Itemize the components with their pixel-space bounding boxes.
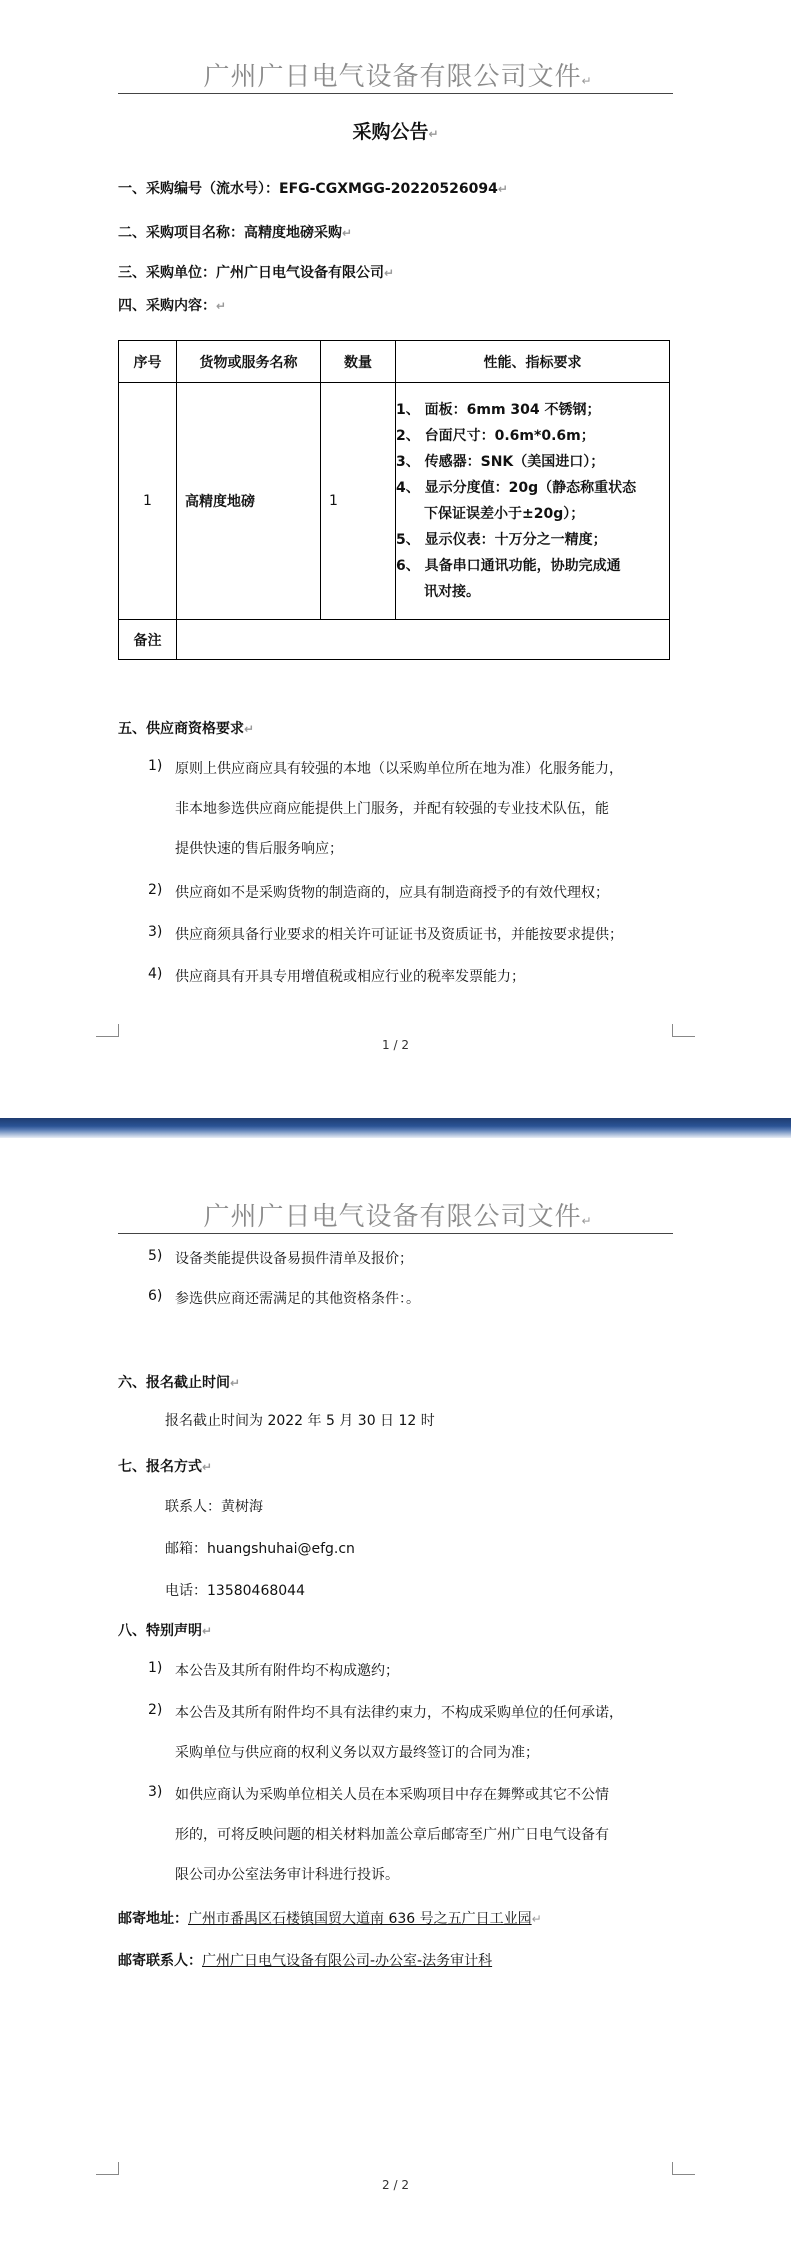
page-corner-mark — [96, 2162, 119, 2175]
table-header-row — [119, 341, 670, 383]
document-page-2 — [0, 1138, 791, 2258]
th-index: 序号 — [119, 341, 177, 383]
header-rule — [118, 1233, 673, 1234]
contact-phone: 电话：13580468044 — [165, 1583, 305, 1599]
spec-line: 5、 显示仪表：十万分之一精度； — [396, 532, 607, 548]
page-corner-mark — [672, 1024, 695, 1037]
list-item-line: 如供应商认为采购单位相关人员在本采购项目中存在舞弊或其它不公情 — [175, 1787, 609, 1803]
page-corner-mark — [672, 2162, 695, 2175]
header-rule — [118, 93, 673, 94]
list-item-line: 采购单位与供应商的权利义务以双方最终签订的合同为准； — [175, 1745, 539, 1761]
spec-line: 3、 传感器：SNK（美国进口）； — [396, 454, 605, 470]
spec-line: 1、 面板：6mm 304 不锈钢； — [396, 402, 601, 418]
mailing-address: 邮寄地址：广州市番禺区石楼镇国贸大道南 636 号之五广日工业园↵ — [118, 1911, 542, 1927]
spec-line: 讯对接。 — [424, 584, 480, 600]
list-item-line: 本公告及其所有附件均不构成邀约； — [175, 1663, 399, 1679]
list-item-line: 供应商须具备行业要求的相关许可证证书及资质证书，并能按要求提供； — [175, 927, 623, 943]
list-number: 5) — [148, 1248, 163, 1264]
procurement-number: 一、采购编号（流水号）：EFG-CGXMGG-20220526094↵ — [118, 181, 508, 197]
page-number: 1 / 2 — [382, 1038, 409, 1052]
table-remark-row — [119, 620, 670, 660]
contact-person: 联系人：黄树海 — [165, 1499, 263, 1515]
spec-line: 6、 具备串口通讯功能，协助完成通 — [396, 558, 621, 574]
list-item-line: 供应商如不是采购货物的制造商的，应具有制造商授予的有效代理权； — [175, 885, 609, 901]
section-7-title: 七、报名方式↵ — [118, 1459, 213, 1475]
th-quantity: 数量 — [321, 341, 396, 383]
spec-line: 下保证误差小于±20g）； — [424, 506, 585, 522]
page-number: 2 / 2 — [382, 2178, 409, 2192]
page-separator — [0, 1118, 791, 1138]
list-number: 2) — [148, 1702, 163, 1718]
list-item-line: 本公告及其所有附件均不具有法律约束力，不构成采购单位的任何承诺， — [175, 1705, 623, 1721]
list-item-line: 提供快速的售后服务响应； — [175, 841, 343, 857]
cell-goods-name: 高精度地磅 — [177, 383, 321, 620]
section-6-title: 六、报名截止时间↵ — [118, 1375, 241, 1391]
remark-label: 备注 — [119, 620, 177, 660]
page-header: 广州广日电气设备有限公司文件↵ — [203, 1202, 593, 1232]
document-page-1 — [0, 0, 791, 1118]
list-number: 2) — [148, 882, 163, 898]
spec-line: 4、 显示分度值：20g（静态称重状态 — [396, 480, 637, 496]
section-8-title: 八、特别声明↵ — [118, 1623, 213, 1639]
list-item-line: 非本地参选供应商应能提供上门服务，并配有较强的专业技术队伍，能 — [175, 801, 609, 817]
list-item-line: 参选供应商还需满足的其他资格条件：。 — [175, 1291, 420, 1307]
spec-line: 2、 台面尺寸：0.6m*0.6m； — [396, 428, 595, 444]
list-number: 3) — [148, 924, 163, 940]
list-item-line: 供应商具有开具专用增值税或相应行业的税率发票能力； — [175, 969, 525, 985]
th-requirements: 性能、指标要求 — [396, 341, 670, 383]
list-item-line: 限公司办公室法务审计科进行投诉。 — [175, 1867, 399, 1883]
document-title: 采购公告↵ — [352, 121, 439, 143]
cell-requirements — [396, 383, 670, 620]
page-header: 广州广日电气设备有限公司文件↵ — [203, 62, 593, 92]
list-number: 3) — [148, 1784, 163, 1800]
remark-value — [177, 620, 670, 660]
section-5-title: 五、供应商资格要求↵ — [118, 721, 255, 737]
project-name: 二、采购项目名称：高精度地磅采购↵ — [118, 225, 353, 241]
mailing-contact: 邮寄联系人：广州广日电气设备有限公司-办公室-法务审计科 — [118, 1953, 493, 1969]
list-item-line: 原则上供应商应具有较强的本地（以采购单位所在地为准）化服务能力， — [175, 761, 623, 777]
page-corner-mark — [96, 1024, 119, 1037]
list-number: 4) — [148, 966, 163, 982]
contact-email: 邮箱：huangshuhai@efg.cn — [165, 1541, 355, 1557]
cell-index: 1 — [119, 383, 177, 620]
th-goods-name: 货物或服务名称 — [177, 341, 321, 383]
list-number: 1) — [148, 1660, 163, 1676]
list-item-line: 设备类能提供设备易损件清单及报价； — [175, 1251, 413, 1267]
cell-quantity: 1 — [321, 383, 396, 620]
list-number: 6) — [148, 1288, 163, 1304]
list-number: 1) — [148, 758, 163, 774]
purchasing-unit: 三、采购单位：广州广日电气设备有限公司↵ — [118, 265, 395, 281]
deadline-text: 报名截止时间为 2022 年 5 月 30 日 12 时 — [165, 1413, 435, 1429]
list-item-line: 形的，可将反映问题的相关材料加盖公章后邮寄至广州广日电气设备有 — [175, 1827, 609, 1843]
table-row — [119, 383, 670, 620]
procurement-content-heading: 四、采购内容：↵ — [118, 298, 227, 314]
procurement-table — [118, 340, 670, 660]
